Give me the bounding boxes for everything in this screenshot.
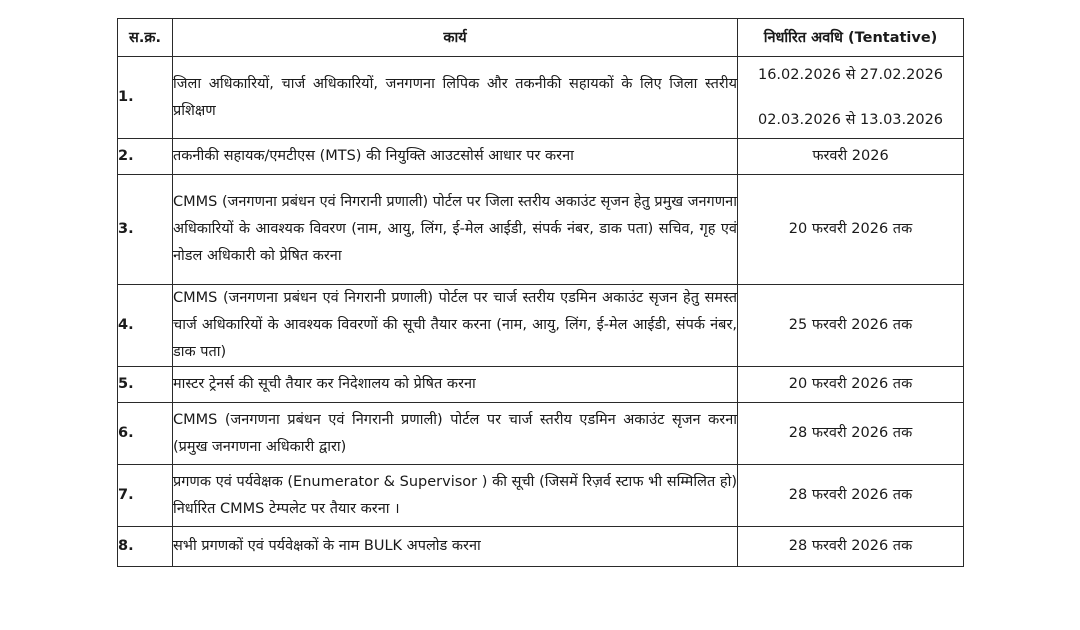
table-row <box>118 367 964 403</box>
row-serial: 7. <box>118 465 173 527</box>
table-row <box>118 527 964 567</box>
row-serial: 1. <box>118 57 173 139</box>
row-period <box>738 285 964 367</box>
row-serial: 2. <box>118 139 173 175</box>
row-task: मास्टर ट्रेनर्स की सूची तैयार कर निदेशालय को प्रेषित करना <box>173 367 738 403</box>
period-line: 20 फरवरी 2026 तक <box>788 376 913 392</box>
row-period <box>738 465 964 527</box>
row-task: सभी प्रगणकों एवं पर्यवेक्षकों के नाम BULK अपलोड करना <box>173 527 738 567</box>
table-row <box>118 403 964 465</box>
row-period <box>738 57 964 139</box>
period-line: 20 फरवरी 2026 तक <box>788 221 913 237</box>
table-body <box>118 57 964 567</box>
header-row <box>118 19 964 57</box>
period-line: 28 फरवरी 2026 तक <box>788 425 913 441</box>
row-task: CMMS (जनगणना प्रबंधन एवं निगरानी प्रणाली) पोर्टल पर जिला स्तरीय अकाउंट सृजन हेतु प्रमुख जनगणना अधिकारियों के आवश्यक विवरण (नाम, आयु, लिंग, ई-मेल आईडी, संपर्क नंबर, डाक पता) सचिव, गृह एवं नोडल अधिकारी को प्रेषित करना <box>173 175 738 285</box>
table-row <box>118 285 964 367</box>
row-period <box>738 175 964 285</box>
period-line: 28 फरवरी 2026 तक <box>788 487 913 503</box>
row-period <box>738 367 964 403</box>
table-row <box>118 57 964 139</box>
row-serial: 6. <box>118 403 173 465</box>
row-task: जिला अधिकारियों, चार्ज अधिकारियों, जनगणना लिपिक और तकनीकी सहायकों के लिए जिला स्तरीय प्रशिक्षण <box>173 57 738 139</box>
header-task: कार्य <box>173 19 738 57</box>
period-line: 25 फरवरी 2026 तक <box>788 317 913 333</box>
row-task: प्रगणक एवं पर्यवेक्षक (Enumerator & Supervisor ) की सूची (जिसमें रिज़र्व स्टाफ भी सम्मिलित हो) निर्धारित CMMS टेम्पलेट पर तैयार करना । <box>173 465 738 527</box>
header-period: निर्धारित अवधि (Tentative) <box>738 19 964 57</box>
row-serial: 4. <box>118 285 173 367</box>
row-serial: 3. <box>118 175 173 285</box>
table-row <box>118 139 964 175</box>
row-serial: 5. <box>118 367 173 403</box>
schedule-table <box>117 18 964 567</box>
row-period <box>738 139 964 175</box>
row-serial: 8. <box>118 527 173 567</box>
table-row <box>118 465 964 527</box>
period-line: फरवरी 2026 <box>812 148 889 164</box>
period-line: 02.03.2026 से 13.03.2026 <box>757 111 944 128</box>
period-line: 16.02.2026 से 27.02.2026 <box>757 66 944 83</box>
row-task: तकनीकी सहायक/एमटीएस (MTS) की नियुक्ति आउटसोर्स आधार पर करना <box>173 139 738 175</box>
row-period <box>738 403 964 465</box>
row-task: CMMS (जनगणना प्रबंधन एवं निगरानी प्रणाली) पोर्टल पर चार्ज स्तरीय एडमिन अकाउंट सृजन हेतु समस्त चार्ज अधिकारियों के आवश्यक विवरणों की सूची तैयार करना (नाम, आयु, लिंग, ई-मेल आईडी, संपर्क नंबर, डाक पता) <box>173 285 738 367</box>
table-header <box>118 19 964 57</box>
row-task: CMMS (जनगणना प्रबंधन एवं निगरानी प्रणाली) पोर्टल पर चार्ज स्तरीय एडमिन अकाउंट सृजन करना (प्रमुख जनगणना अधिकारी द्वारा) <box>173 403 738 465</box>
header-serial: स.क्र. <box>118 19 173 57</box>
row-period <box>738 527 964 567</box>
period-line: 28 फरवरी 2026 तक <box>788 538 913 554</box>
table-row <box>118 175 964 285</box>
